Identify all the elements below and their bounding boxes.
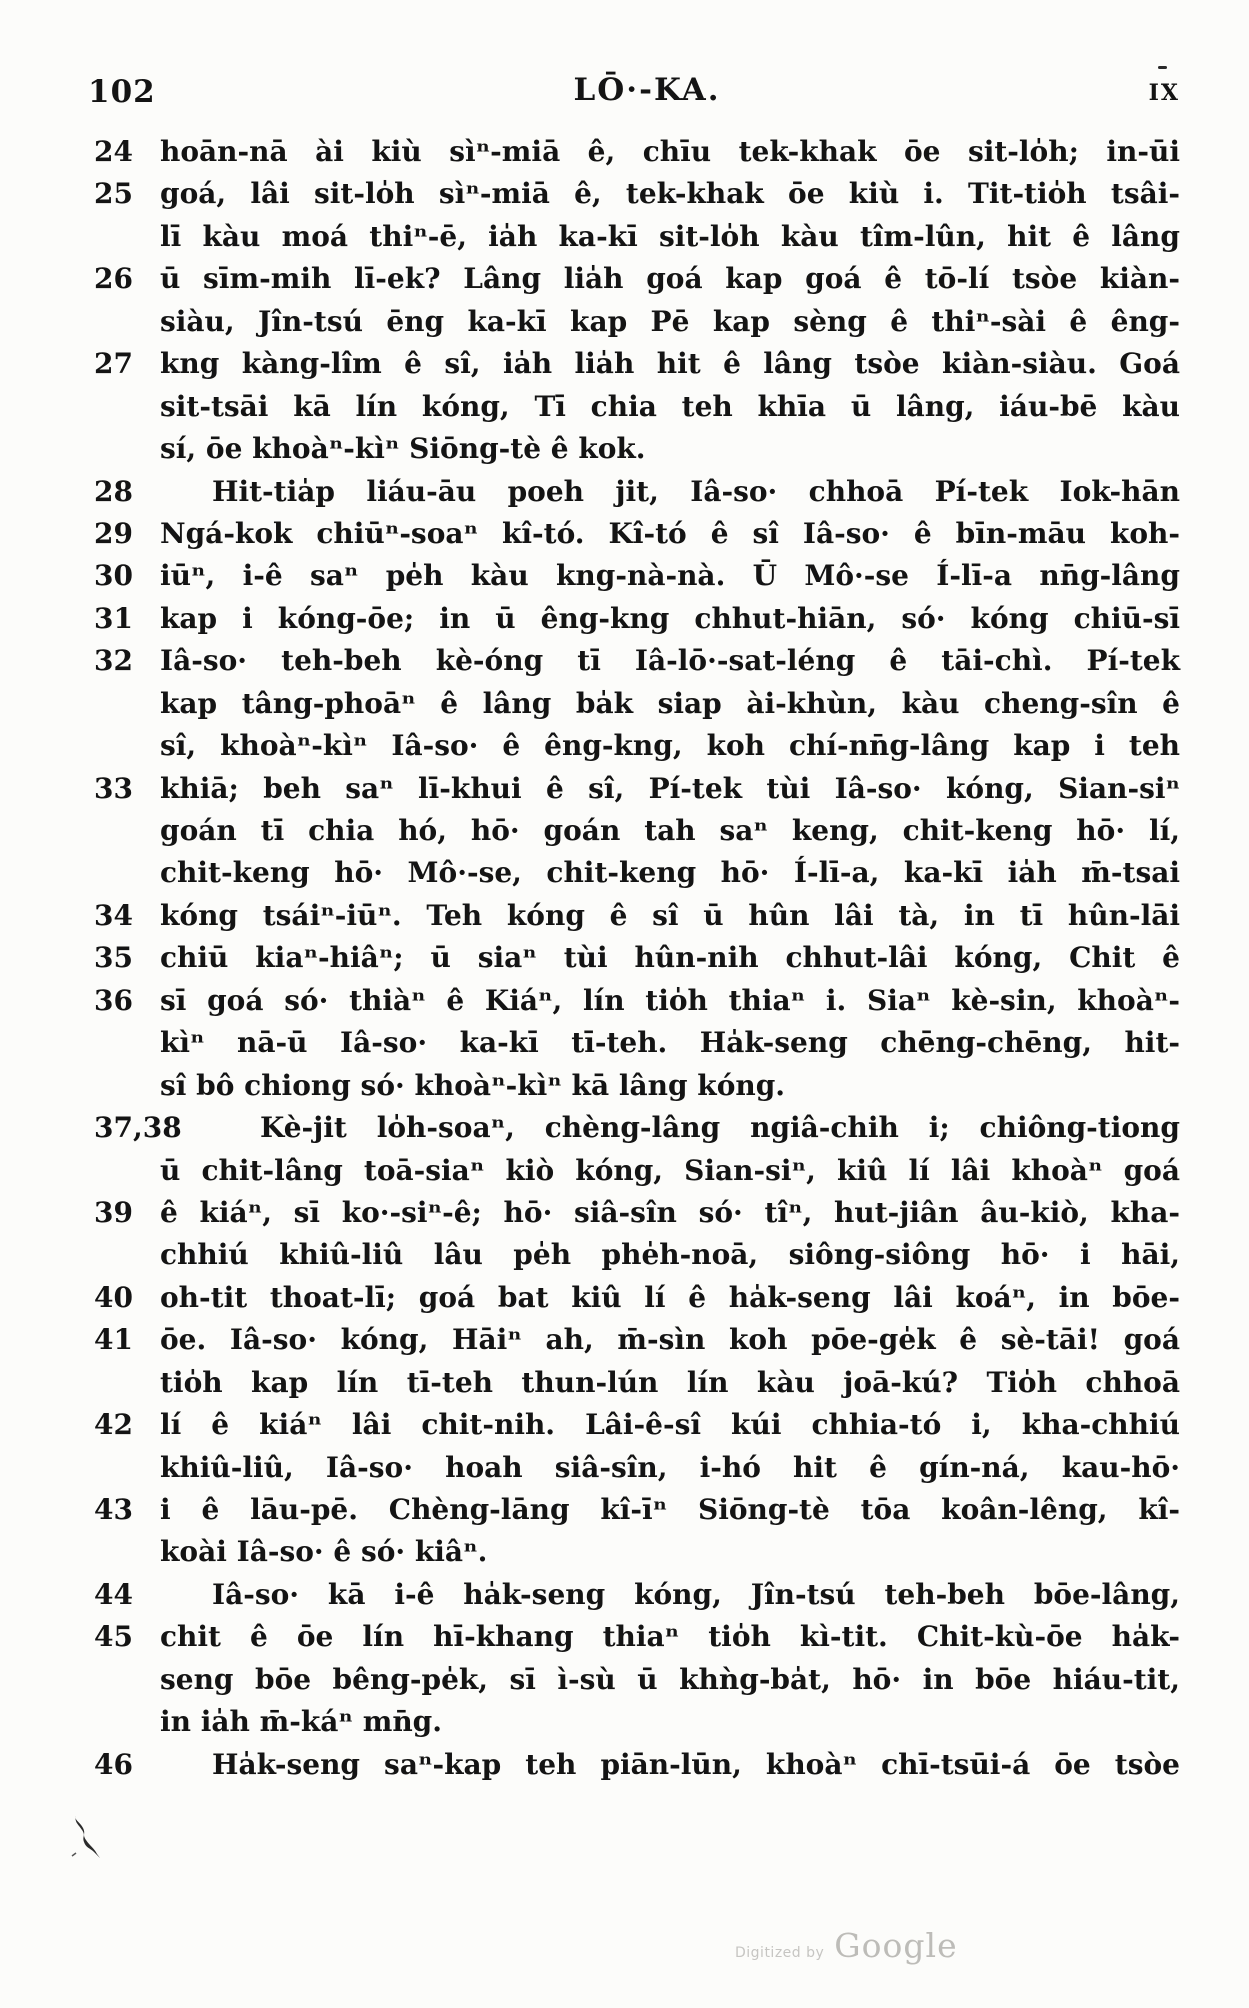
verse-line xyxy=(88,1574,1180,1616)
verse-number: 41 xyxy=(94,1323,133,1357)
verse-line xyxy=(88,1404,1180,1446)
verse-number: 39 xyxy=(94,1195,133,1229)
verse-line xyxy=(88,343,1180,385)
verse-number: 24 xyxy=(94,135,133,168)
verse-line xyxy=(88,683,1180,725)
verse-number: 31 xyxy=(94,601,133,635)
verse-number: 26 xyxy=(94,262,133,296)
verse-line-text: sit-tsāi kā lín kóng, Tī chia teh khīa ū lâng, iáu-bē kàu xyxy=(160,389,1180,423)
verse-line-text: kap tâng-phoāⁿ ê lâng ba̍k siap ài-khùn, kàu cheng-sîn ê xyxy=(160,686,1180,720)
digitized-by-google-watermark xyxy=(735,1926,1035,1965)
verse-line xyxy=(88,1659,1180,1701)
verse-line xyxy=(88,1107,1180,1149)
verse-line xyxy=(88,598,1180,640)
verse-line xyxy=(88,895,1180,937)
verse-line xyxy=(88,640,1180,682)
ink-speck xyxy=(1158,66,1167,69)
verse-line-text: ê kiáⁿ, sī ko·-siⁿ-ê; hō· siâ-sîn só· tîⁿ, hut-jiân âu-kiò, kha- xyxy=(160,1195,1180,1229)
verse-line-text: kóng tsáiⁿ-iūⁿ. Teh kóng ê sî ū hûn lâi tà, in tī hûn-lāi xyxy=(160,898,1180,932)
verse-line xyxy=(88,301,1180,343)
verse-number: 43 xyxy=(94,1493,133,1526)
verse-line xyxy=(88,810,1180,852)
verse-line xyxy=(88,1022,1180,1064)
verse-line xyxy=(88,131,1180,173)
verse-number: 32 xyxy=(94,644,133,678)
verse-line xyxy=(88,173,1180,215)
verse-number: 35 xyxy=(94,941,133,975)
verse-line xyxy=(88,1192,1180,1234)
verse-line xyxy=(88,1531,1180,1573)
verse-line-text: i ê lāu-pē. Chèng-lāng kî-īⁿ Siōng-tè tōa koân-lêng, kî- xyxy=(160,1493,1180,1526)
verse-text-block xyxy=(88,131,1180,1786)
verse-line xyxy=(88,1319,1180,1361)
verse-number: 44 xyxy=(94,1577,133,1611)
verse-line xyxy=(88,555,1180,597)
verse-line xyxy=(88,725,1180,767)
verse-line-text: sî bô chiong só· khoàⁿ-kìⁿ kā lâng kóng. xyxy=(160,1068,786,1102)
verse-line xyxy=(88,1150,1180,1192)
verse-line-text: seng bōe bêng-pe̍k, sī ì-sù ū khǹg-ba̍t, hō· in bōe hiáu-tit, xyxy=(160,1662,1180,1696)
verse-line-text: hoān-nā ài kiù sìⁿ-miā ê, chīu tek-khak ōe sit-lo̍h; in-ūi xyxy=(160,135,1180,168)
verse-number: 42 xyxy=(94,1408,133,1442)
verse-line-text: khiû-liû, Iâ-so· hoah siâ-sîn, i-hó hit ê gín-ná, kau-hō· xyxy=(160,1450,1180,1484)
verse-number: 34 xyxy=(94,898,133,932)
verse-number: 36 xyxy=(94,983,133,1017)
verse-line-text: siàu, Jîn-tsú ēng ka-kī kap Pē kap sèng ê thiⁿ-sài ê êng- xyxy=(160,304,1180,338)
verse-number: 28 xyxy=(94,474,133,508)
verse-line xyxy=(88,937,1180,979)
verse-line xyxy=(88,852,1180,894)
verse-line-text: in ia̍h m̄-káⁿ mn̄g. xyxy=(160,1705,443,1739)
verse-line xyxy=(88,1489,1180,1531)
verse-line xyxy=(88,258,1180,300)
verse-line-text: Ha̍k-seng saⁿ-kap teh piān-lūn, khoàⁿ chī-tsūi-á ōe tsòe xyxy=(212,1747,1180,1781)
verse-line xyxy=(88,386,1180,428)
verse-number: 45 xyxy=(94,1620,133,1654)
verse-line xyxy=(88,1447,1180,1489)
verse-line xyxy=(88,980,1180,1022)
google-logo: Google xyxy=(834,1926,958,1965)
pen-mark xyxy=(70,1812,112,1864)
verse-line-text: ū chit-lâng toā-siaⁿ kiò kóng, Sian-siⁿ, kiû lí lâi khoàⁿ goá xyxy=(160,1153,1180,1187)
verse-line xyxy=(88,428,1180,470)
verse-number: 40 xyxy=(94,1280,133,1314)
verse-number: 25 xyxy=(94,177,133,211)
verse-number: 46 xyxy=(94,1747,133,1781)
verse-line xyxy=(88,1701,1180,1743)
verse-line-text: oh-tit thoat-lī; goá bat kiû lí ê ha̍k-seng lâi koáⁿ, in bōe- xyxy=(160,1280,1180,1314)
verse-line-text: koài Iâ-so· ê só· kiâⁿ. xyxy=(160,1535,488,1569)
verse-line-text: sí, ōe khoàⁿ-kìⁿ Siōng-tè ê kok. xyxy=(160,432,646,466)
verse-line-text: Kè-jit lo̍h-soaⁿ, chèng-lâng ngiâ-chih i; chiông-tiong xyxy=(260,1111,1180,1145)
verse-line xyxy=(88,1277,1180,1319)
verse-line xyxy=(88,216,1180,258)
verse-line xyxy=(88,471,1180,513)
verse-line-text: iūⁿ, i-ê saⁿ pe̍h kàu kng-nà-nà. Ū Mô·-se Í-lī-a nn̄g-lâng xyxy=(160,559,1180,593)
chapter-roman-numeral: IX xyxy=(1148,80,1180,106)
verse-line xyxy=(88,1744,1180,1786)
verse-line-text: kìⁿ nā-ū Iâ-so· ka-kī tī-teh. Ha̍k-seng chēng-chēng, hit- xyxy=(160,1026,1180,1060)
page-number: 102 xyxy=(88,74,156,110)
verse-line xyxy=(88,513,1180,555)
verse-line-text: khiā; beh saⁿ lī-khui ê sî, Pí-tek tùi Iâ-so· kóng, Sian-siⁿ xyxy=(160,771,1180,805)
verse-line xyxy=(88,1616,1180,1658)
verse-line-text: Hit-tia̍p liáu-āu poeh jit, Iâ-so· chhoā Pí-tek Iok-hān xyxy=(212,474,1180,508)
verse-number: 33 xyxy=(94,771,133,805)
verse-line-text: Iâ-so· kā i-ê ha̍k-seng kóng, Jîn-tsú teh-beh bōe-lâng, xyxy=(212,1577,1180,1611)
verse-number: 37,38 xyxy=(94,1111,182,1145)
verse-line xyxy=(88,768,1180,810)
verse-line xyxy=(88,1234,1180,1276)
verse-line-text: chit-keng hō· Mô·-se, chit-keng hō· Í-lī-a, ka-kī ia̍h m̄-tsai xyxy=(160,856,1180,890)
verse-line-text: lī kàu moá thiⁿ-ē, ia̍h ka-kī sit-lo̍h kàu tîm-lûn, hit ê lâng xyxy=(160,219,1180,253)
verse-line-text: chit ê ōe lín hī-khang thiaⁿ tio̍h kì-tit. Chit-kù-ōe ha̍k- xyxy=(160,1620,1180,1654)
verse-line-text: lí ê kiáⁿ lâi chit-nih. Lâi-ê-sî kúi chhia-tó i, kha-chhiú xyxy=(160,1408,1180,1442)
verse-line-text: chhiú khiû-liû lâu pe̍h phe̍h-noā, siông-siông hō· i hāi, xyxy=(160,1238,1180,1272)
running-title: LŌ·-KA. xyxy=(573,72,721,108)
verse-line-text: tio̍h kap lín tī-teh thun-lún lín kàu joā-kú? Tio̍h chhoā xyxy=(160,1365,1180,1399)
verse-line-text: goán tī chia hó, hō· goán tah saⁿ keng, chit-keng hō· lí, xyxy=(160,814,1180,847)
verse-line-text: goá, lâi sit-lo̍h sìⁿ-miā ê, tek-khak ōe kiù i. Tit-tio̍h tsâi- xyxy=(160,177,1180,211)
verse-line-text: chiū kiaⁿ-hiâⁿ; ū siaⁿ tùi hûn-nih chhut-lâi kóng, Chit ê xyxy=(160,941,1180,975)
verse-number: 30 xyxy=(94,559,133,593)
verse-line-text: sî, khoàⁿ-kìⁿ Iâ-so· ê êng-kng, koh chí-nn̄g-lâng kap i teh xyxy=(160,729,1180,763)
verse-line-text: Ngá-kok chiūⁿ-soaⁿ kî-tó. Kî-tó ê sî Iâ-so· ê bīn-māu koh- xyxy=(160,516,1180,550)
verse-line-text: ū sīm-mih lī-ek? Lâng lia̍h goá kap goá ê tō-lí tsòe kiàn- xyxy=(160,262,1180,296)
verse-line-text: kap i kóng-ōe; in ū êng-kng chhut-hiān, só· kóng chiū-sī xyxy=(160,601,1180,635)
verse-line xyxy=(88,1065,1180,1107)
verse-line-text: Iâ-so· teh-beh kè-óng tī Iâ-lō·-sat-léng ê tāi-chì. Pí-tek xyxy=(160,644,1180,678)
verse-number: 29 xyxy=(94,516,133,550)
verse-line-text: sī goá só· thiàⁿ ê Kiáⁿ, lín tio̍h thiaⁿ i. Siaⁿ kè-sin, khoàⁿ- xyxy=(160,983,1180,1017)
verse-line-text: kng kàng-lîm ê sî, ia̍h lia̍h hit ê lâng tsòe kiàn-siàu. Goá xyxy=(160,347,1180,381)
verse-number: 27 xyxy=(94,347,133,381)
verse-line xyxy=(88,1362,1180,1404)
watermark-prefix: Digitized by xyxy=(735,1945,825,1961)
verse-line-text: ōe. Iâ-so· kóng, Hāiⁿ ah, m̄-sìn koh pōe-ge̍k ê sè-tāi! goá xyxy=(160,1323,1180,1357)
